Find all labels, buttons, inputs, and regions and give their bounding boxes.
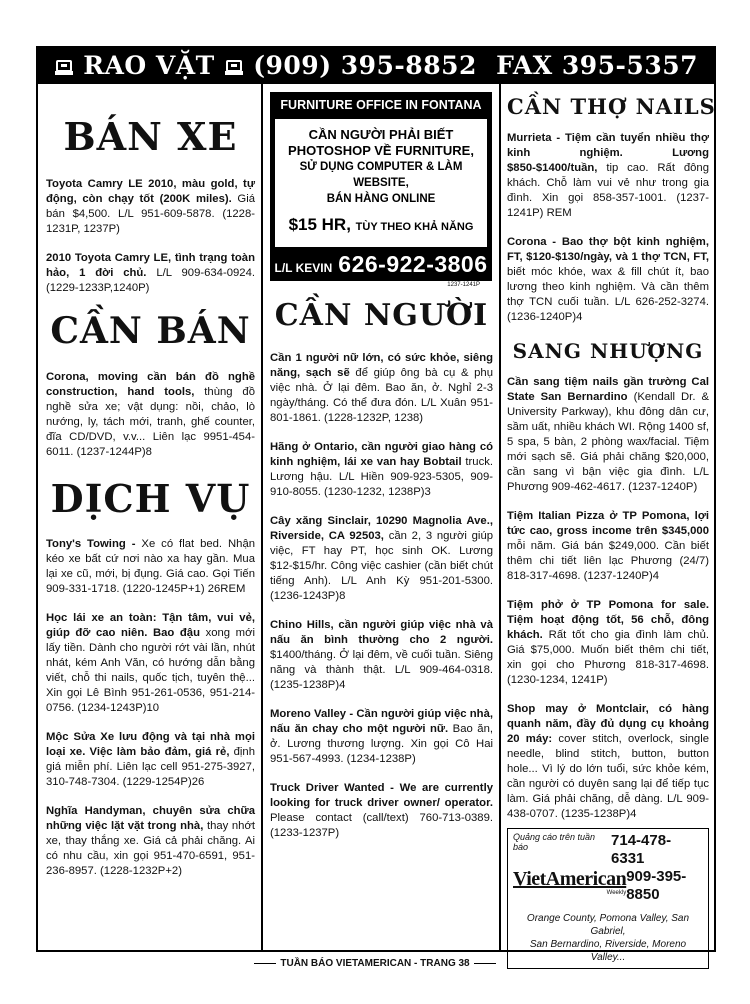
ad-item: Mộc Sửa Xe lưu động và tại nhà mọi loại xe. Việc làm bảo đảm, giá rẻ, định giá miễn phí. Liên lạc cell 951-275-3927, 310-748-7304. (1229-1254P)26	[46, 731, 255, 788]
heading-ban-xe: BÁN XE	[63, 114, 238, 159]
ad-item: Hãng ở Ontario, cần người giao hàng có kinh nghiệm, lái xe van hay Bobtail truck. Lương hậu. L/L Hiền 909-923-5305, 909-910-8055. (1230-1232, 1238P)3	[270, 441, 493, 498]
furniture-inner: CẦN NGƯỜI PHẢI BIẾT PHOTOSHOP VỀ FURNITURE, SỬ DỤNG COMPUTER & LÀM WEBSITE, BÁN HÀNG ONLINE $15 HR, TÙY THEO KHẢ NĂNG	[275, 119, 487, 247]
footer-rule	[254, 963, 276, 964]
ad-item: Shop may ở Montclair, có hàng quanh năm, đầy đủ dụng cụ khoảng 20 máy: cover stitch, overlock, single needle, blind stitch, button, button hole... Vì lý do lớn tuổi, sức khỏe kém, cần người có duyên sang lại để tiếp tục làm. Giá phải chăng, dễ dàng. L/L 909-438-0707. (1235-1238P)4	[507, 703, 710, 820]
banner-phone: (909) 395-8852	[253, 51, 477, 80]
vietamerican-areas: Orange County, Pomona Valley, San Gabriel, San Bernardino, Riverside, Moreno Valley...	[526, 913, 690, 963]
ad-item: Corona - Bao thợ bột kinh nghiệm, FT, $120-$130/ngày, và 1 thợ TCN, FT, biết móc khóe, wax & fill chút ít, bao lương theo kinh nghiệm. Và cần thêm thợ TCN cuối tuần. L/L 626-252-3274. (1236-1240P)4	[507, 236, 709, 323]
ad-item: Tony's Towing - Xe có flat bed. Nhận kéo xe bất cứ nơi nào xa hay gần. Mua lại xe cũ, mới, bị đụng. Giá cao. Gọi Tiến 909-331-1718. (1220-1245P+1) 26REM	[46, 538, 256, 595]
ad-item: Cần sang tiệm nails gần trường Cal State San Bernardino (Kendall Dr. & University Parkway), khu đông dân cư, sầm uất, nhiều khách WI. Rộng 1400 sf, 5 spa, 5 bàn, 2 phòng wax/facial. Tiệm mới sạch sẽ. Giá phải chăng $20,000, cần sang vì bận việc gia đình. L/L Phương 909-462-4617. (1237-1240P)	[507, 376, 709, 493]
column-middle	[263, 84, 501, 950]
ad-item: Murrieta - Tiệm cần tuyển nhiều thợ kinh nghiệm. Lương $850-$1400/tuần, tip cao. Rất đông khách. Chỗ làm vui vẻ như trong gia đình. Xin gọi 858-357-1001. (1237-1241P) REM	[507, 132, 709, 219]
vietamerican-ad	[507, 828, 709, 969]
furniture-ad-box	[270, 92, 492, 281]
ad-item: Moreno Valley - Cần người giúp việc nhà, nấu ăn chay cho một người nữ. Bao ăn, ở. Lương thương lượng. Xin gọi Cô Hai 951-567-4993. (1234-1238P)	[270, 708, 493, 765]
furniture-code: 1237-1241P	[447, 282, 480, 288]
heading-sang-nhuong: SANG NHƯỢNG	[512, 339, 704, 363]
ad-item: Cây xăng Sinclair, 10290 Magnolia Ave., Riverside, CA 92503, cần 2, 3 người giúp việc, FT hay PT, học sinh OK. Lương $12-$15/hr. Công việc cashier (cần biết chút tiếng Anh). L/L Anh Kỳ 951-201-5300. (1236-1243P)8	[270, 515, 494, 602]
ad-item: Nghĩa Handyman, chuyên sửa chữa những việc lặt vặt trong nhà, thay nhớt xe, thay thắng xe. Giá cả phải chăng. Ai có nhu cầu, xin gọi 951-470-6591, 951-236-8957. (1228-1232P+2)	[46, 805, 255, 877]
ad-item: Corona, moving cần bán đồ nghề construction, hand tools, thùng đồ nghề sửa xe; vật dụng: nồi, chảo, lò nướng, ly, tách mới, tranh, ghế counter, đĩa CD/DVD, v.v... Liên lạc 9951-454-6011. (1237-1244P)8	[46, 371, 255, 458]
column-left	[38, 84, 263, 950]
furniture-pay: $15 HR, TÙY THEO KHẢ NĂNG	[288, 215, 474, 234]
banner-title: RAO VẶT	[83, 51, 215, 80]
ad-item: Toyota Camry LE 2010, màu gold, tự động, còn chạy tốt (200K miles). Giá bán $4,500. L/L 951-609-5878. (1228-1231P, 1237P)	[46, 178, 256, 235]
vietamerican-logo: VietAmerican Weekly	[513, 868, 627, 896]
ad-item: Cần 1 người nữ lớn, có sức khỏe, siêng năng, sạch sẽ để giúp ông bà cụ & phụ việc nhà. Ở lại đêm. Bao ăn, ở. Nghỉ 2-3 ngày/tháng. Có thể đưa đón. L/L Xuân 951-801-1861. (1228-1232P, 1238)	[270, 352, 493, 424]
banner-fax: FAX 395-5357	[496, 51, 699, 80]
footer-rule	[474, 963, 496, 964]
footer-text: TUẦN BÁO VIETAMERICAN - TRANG 38	[280, 958, 470, 969]
page-footer	[0, 958, 750, 969]
furniture-title: FURNITURE OFFICE IN FONTANA	[280, 98, 482, 112]
heading-dich-vu: DỊCH VỤ	[50, 476, 251, 521]
ad-item: Truck Driver Wanted - We are currently looking for truck driver owner/ operator. Please contact (call/text) 760-713-0389. (1233-1237P)	[270, 782, 493, 839]
ad-item: Chino Hills, cần người giúp việc nhà và nấu ăn bình thường cho 2 người. $1400/tháng. Ở lại đêm, về cuối tuần. Siêng năng và thành thật. L/L 909-464-0318. (1235-1238P)4	[270, 619, 493, 691]
furniture-contact: L/L KEVIN 626-922-3806	[274, 251, 488, 277]
ad-item: Học lái xe an toàn: Tận tâm, vui vẻ, giúp đỡ cao niên. Bao đậu xong mới lấy tiền. Dành cho người rớt vài lần, nhút nhát, kém Anh Văn, có hướng dẫn bằng viết, chỗ thi nails, quốc tịch, tuyên thệ... Xin gọi Lê Bình 951-261-0536, 951-214-0756. (1234-1243P)10	[46, 612, 255, 714]
heading-can-nguoi: CẦN NGƯỜI	[274, 298, 489, 333]
phone-icon	[224, 58, 244, 78]
vietamerican-phone-1: 714-478-6331	[611, 832, 672, 867]
banner	[38, 48, 714, 84]
vietamerican-label: Quảng cáo trên tuần báo	[513, 832, 596, 852]
ad-item: 2010 Toyota Camry LE, tình trạng toàn hảo, 1 đời chủ. L/L 909-634-0924. (1229-1233P,1240P)	[46, 252, 255, 294]
heading-can-tho-nails: CẦN THỢ NAILS	[507, 94, 716, 119]
ad-item: Tiệm Italian Pizza ở TP Pomona, lợi tức cao, gross income trên $345,000 mỗi năm. Giá bán $249,000. Cần biết thêm chi tiết liên lạc Phương (24/7) 818-317-4698. (1237-1240P)4	[507, 510, 709, 582]
vietamerican-phone-2: 909-395-8850	[626, 868, 687, 903]
column-right	[501, 84, 716, 963]
phone-icon	[54, 58, 74, 78]
ad-item: Tiệm phở ở TP Pomona for sale. Tiệm hoạt động tốt, 56 chỗ, đông khách. Rất tốt cho gia đình làm chủ. Giá $75,000. Muốn biết thêm chi tiết, xin gọi cho Phương 818-317-4698. (1230-1234, 1241P)	[507, 599, 709, 686]
classifieds-page	[36, 46, 716, 963]
heading-can-ban: CẦN BÁN	[50, 310, 251, 352]
